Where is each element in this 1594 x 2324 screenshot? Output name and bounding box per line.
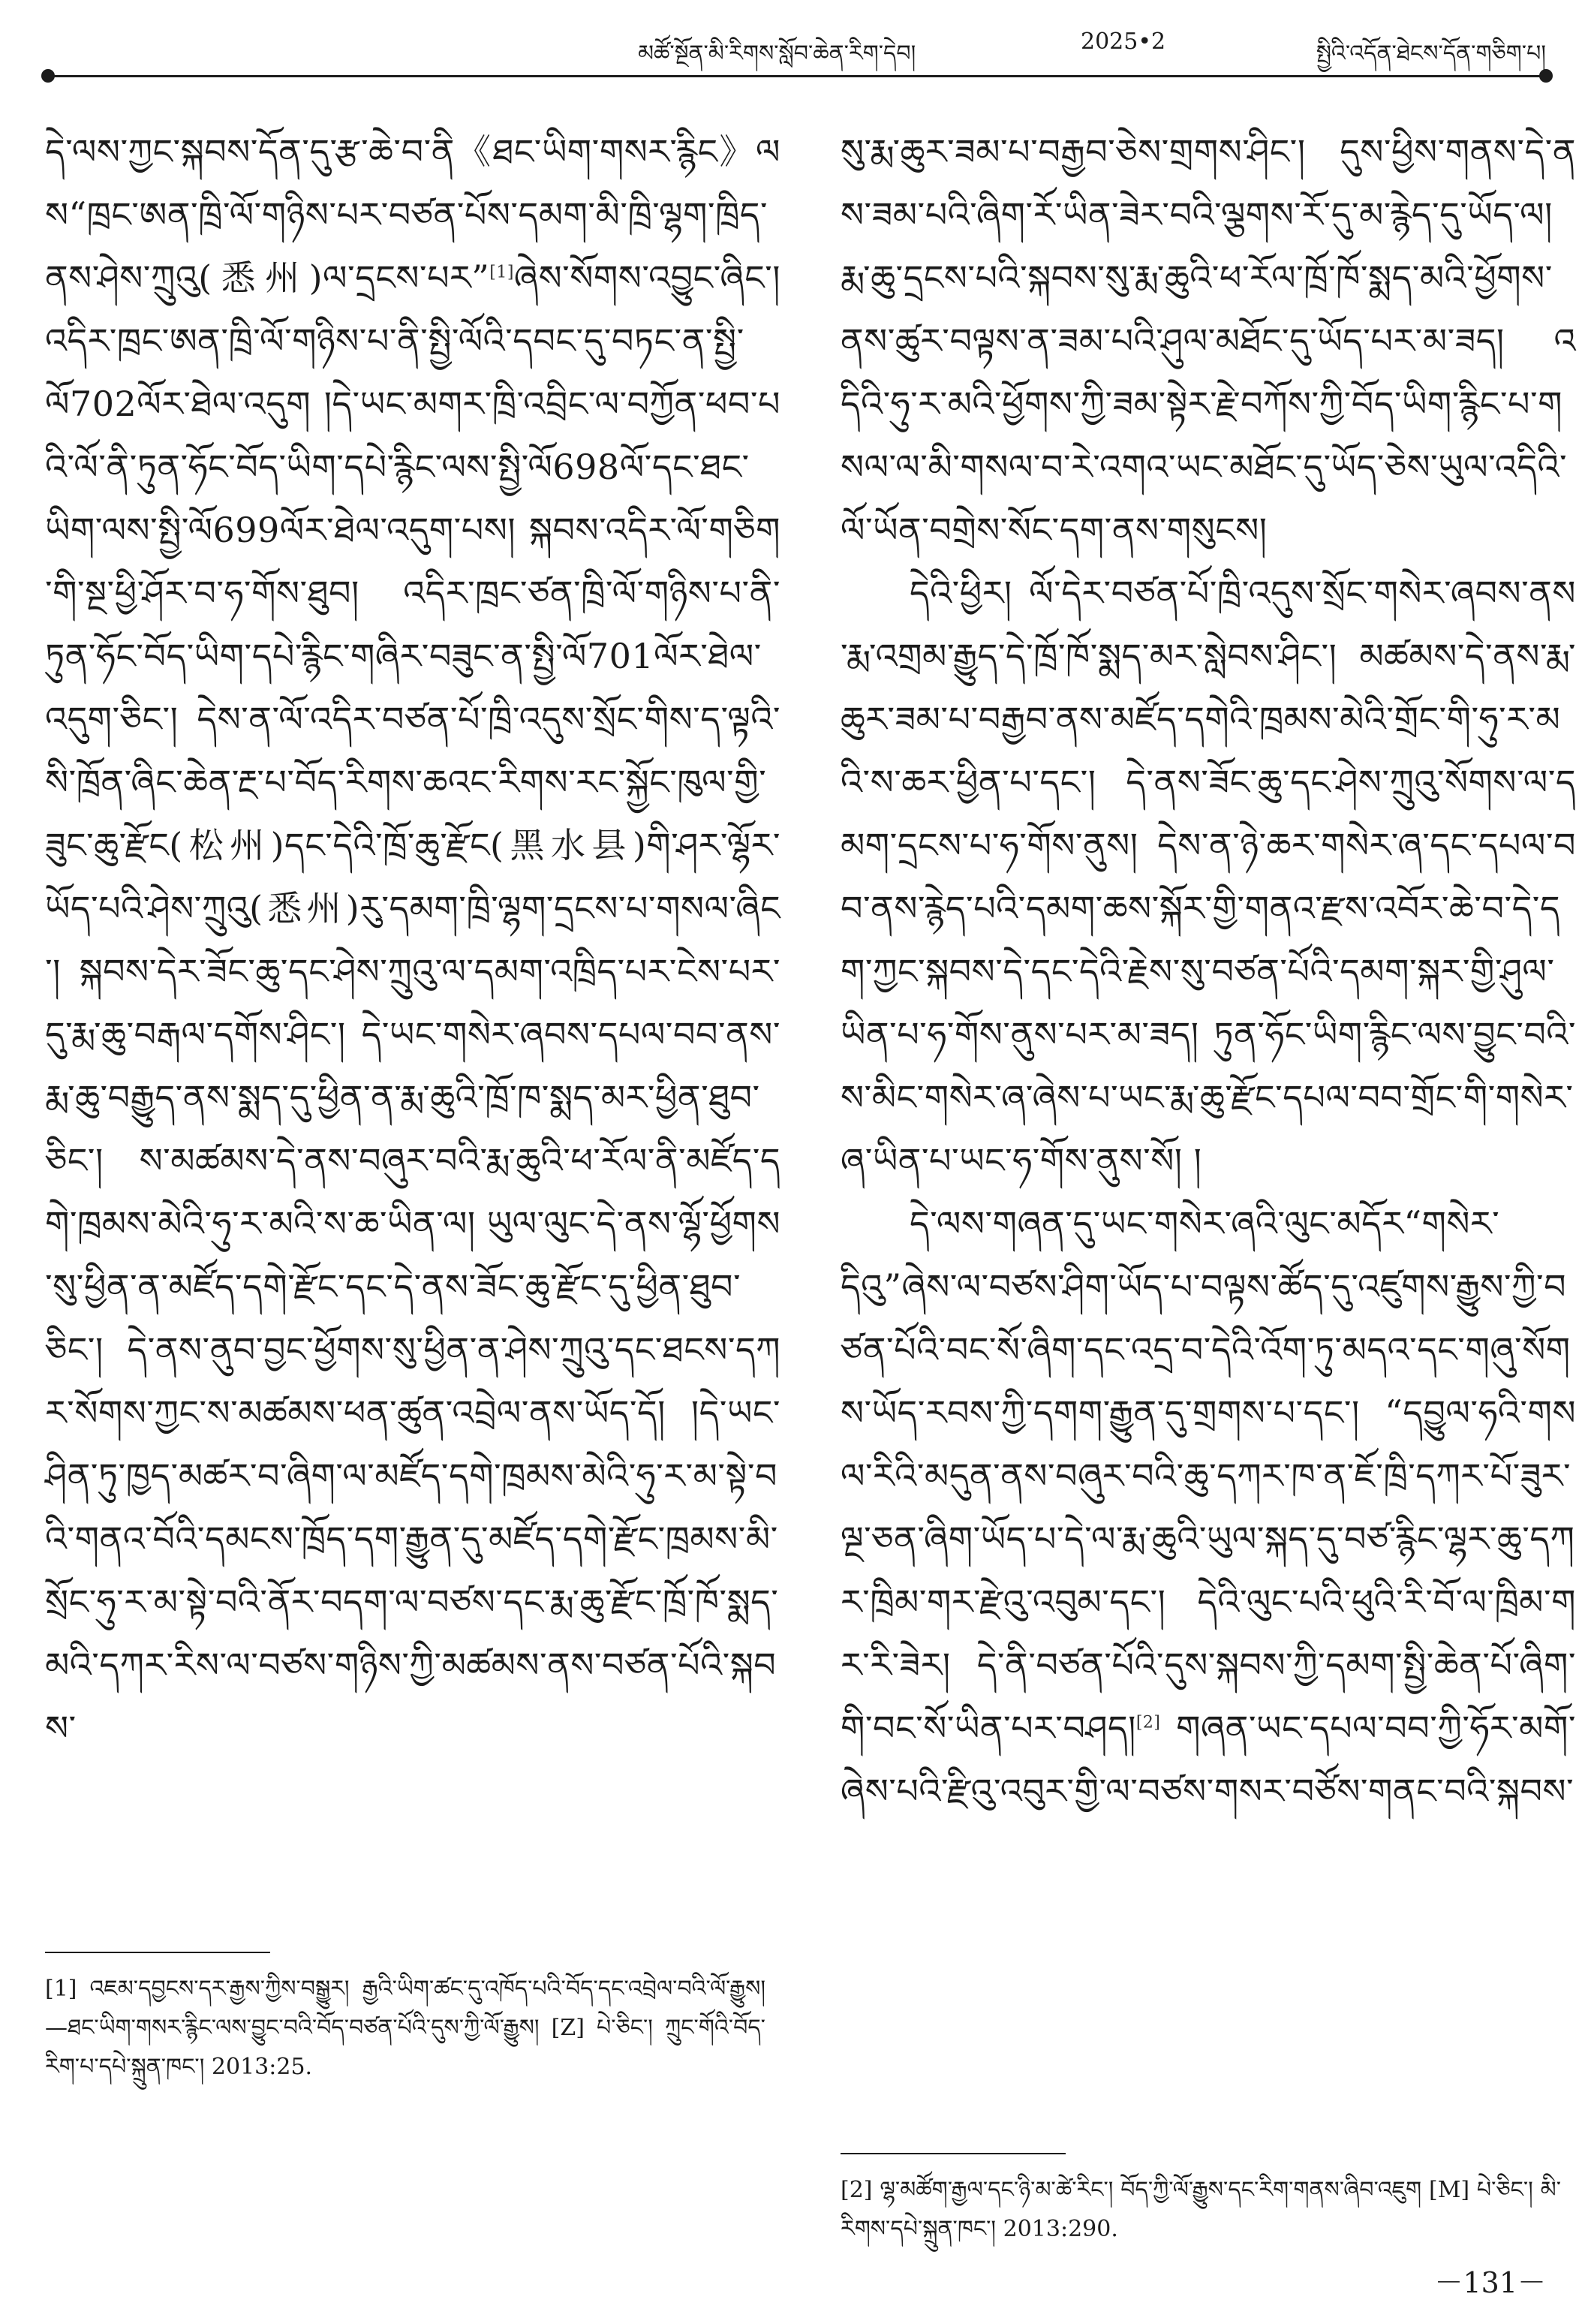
right-paragraph-3-tail: གཞན་ཡང་དཔལ་བབ་ཀྱི་ཧོར་མགོ་ཞེས་པའི་རྫིའུ་འབུར་གྱི་ལ་བཙས་གསར་བཙོས་གནང་བའི་སྐབས་	[841, 1708, 1576, 1811]
left-paragraph-text: དེ་ལས་ཀྱང་སྐབས་དོན་དུ་རྩ་ཆེ་བ་ནི《ཐང་ཡིག་གསར་རྙིང》ལས“ཁྲང་ཨན་ཁྲི་ལོ་གཉིས་པར་བཙན་པོས་དམག་མི་ཁྲི་ལྷག་ཁྲིད་ནས་ཤེས་ཀྲུའུ(悉州)ལ་དྲངས་པར”	[45, 131, 780, 298]
issue-number: 2025•2	[1081, 29, 1166, 55]
right-paragraph-3-text: དེ་ལས་གཞན་དུ་ཡང་གསེར་ཞའི་ལུང་མདོར“གསེར་དིའུ”ཞེས་ལ་བཙས་ཤིག་ཡོད་པ་བལྟས་ཚོད་དུ་འཛུགས་རྒྱུས་ཀྱི་བཙན་པོའི་བང་སོ་ཞིག་དང་འདྲ་བ་དེའི་འོག་ཏུ་མདའ་དང་གཞུ་སོགས་ཡོད་རབས་ཀྱི་དགག་རྒྱུན་དུ་གྲགས་པ་དང་། “དབྱུལ་ཧའི་གསལ་རིའི་མདུན་ནས་བཞུར་བའི་ཆུ་དཀར་ཁ་ན་ཇོ་ཁྲི་དཀར་པོ་ཟུར་ལྔ་ཅན་ཞིག་ཡོད་པ་དེ་ལ་རྨ་ཆུའི་ཡུལ་སྐད་དུ་བཙ་རྙིང་ལྷར་ཆུ་དཀར་ཁྲིམ་གར་རྫེའུ་འབུམ་དང་། དེའི་ལུང་པའི་ཕུའི་རི་བོ་ལ་ཁྲིམ་གར་རི་ཟེར། དེ་ནི་བཙན་པོའི་དུས་སྐབས་ཀྱི་དམག་སྤྱི་ཆེན་པོ་ཞིག་གི་བང་སོ་ཡིན་པར་བཤད།	[841, 1203, 1576, 1748]
page-number: －131－	[1434, 2266, 1546, 2299]
left-paragraph	[45, 120, 780, 1760]
right-paragraph-3	[841, 1192, 1576, 1823]
header-rule-right-dot	[1539, 69, 1553, 83]
footnote-1: [1] འཇམ་དབྱངས་དར་རྒྱས་ཀྱིས་བསྒྱུར། རྒྱའི་ཡིག་ཚང་དུ་འཁོད་པའི་བོད་དང་འབྲེལ་བའི་ལོ་རྒྱུས། —ཐང་ཡིག་གསར་རྙིང་ལས་བྱུང་བའི་བོད་བཙན་པོའི་དུས་ཀྱི་ལོ་རྒྱུས། [Z] པེ་ཅིང་། ཀྲུང་གོའི་བོད་རིག་པ་དཔེ་སྐྲུན་ཁང་། 2013:25.	[45, 1976, 765, 2080]
footnote-rule-right	[841, 2153, 1066, 2154]
header-rule-left-dot	[41, 69, 55, 83]
right-paragraph-2: དེའི་ཕྱིར། ལོ་དེར་བཙན་པོ་ཁྲི་འདུས་སྲོང་གསེར་ཞབས་ནས་རྨ་འགྲམ་རྒྱུད་དེ་ཁྲོ་ཁོ་སྨད་མར་སླེབས་ཤིང་། མཚམས་དེ་ནས་རྨ་ཆུར་ཟམ་པ་བརྒྱབ་ནས་མཛོད་དགེའི་ཁྲམས་མེའི་གྲོང་གི་ཧུ་ར་མའི་ས་ཆར་ཕྱིན་པ་དང་། དེ་ནས་ཟོང་ཆུ་དང་ཤེས་ཀྲུའུ་སོགས་ལ་དམག་དྲངས་པ་ཧ་གོས་ནུས། དེས་ན་ཉེ་ཆར་གསེར་ཞ་དང་དཔལ་བབ་ནས་རྙེད་པའི་དམག་ཆས་སྐོར་གྱི་གནའ་རྫས་འབོར་ཆེ་བ་དེ་དག་ཀྱང་སྐབས་དེ་དང་དེའི་རྗེས་སུ་བཙན་པོའི་དམག་སྐར་གྱི་ཤུལ་ཡིན་པ་ཧ་གོས་ནུས་པར་མ་ཟད། ཏུན་ཧོང་ཡིག་རྙིང་ལས་བྱུང་བའི་ས་མིང་གསེར་ཞ་ཞེས་པ་ཡང་རྨ་ཆུ་རྫོང་དཔལ་བབ་གྲོང་གི་གསེར་ཞ་ཡིན་པ་ཡང་ཧ་གོས་ནུས་སོ། །	[841, 573, 1576, 1181]
left-paragraph-tail: ཞེས་སོགས་འབྱུང་ཞིང་། འདིར་ཁྲང་ཨན་ཁྲི་ལོ་གཉིས་པ་ནི་སྤྱི་ལོའི་དབང་དུ་བཏང་ན་སྤྱི་ལོ702ལོར་ཐེལ་འདུག །དེ་ཡང་མགར་ཁྲི་འབྲིང་ལ་བཀྱོན་ཕབ་པའི་ལོ་ནི་ཏུན་ཧོང་བོད་ཡིག་དཔེ་རྙིང་ལས་སྤྱི་ལོ698ལོ་དང་ཐང་ཡིག་ལས་སྤྱི་ལོ699ལོར་ཐེལ་འདུག་པས། སྐབས་འདིར་ལོ་གཅིག་གི་སྔ་ཕྱི་ཤོར་བ་ཧ་གོས་ཐུབ། འདིར་ཁྲང་ཙན་ཁྲི་ལོ་གཉིས་པ་ནི་ཏུན་ཧོང་བོད་ཡིག་དཔེ་རྙིང་གཞིར་བཟུང་ན་སྤྱི་ལོ701ལོར་ཐེལ་འདུག་ཅིང་། དེས་ན་ལོ་འདིར་བཙན་པོ་ཁྲི་འདུས་སྲོང་གིས་ད་ལྟའི་སི་ཁྲོན་ཞིང་ཆེན་རྔ་པ་བོད་རིགས་ཆའང་རིགས་རང་སྐྱོང་ཁུལ་གྱི་ཟུང་ཆུ་རྫོང(松州)དང་དེའི་ཁྲོ་ཆུ་རྫོང(黑水县)གི་ཤར་ལྷོར་ཡོད་པའི་ཤེས་ཀྲུའུ(悉州)རུ་དམག་ཁྲི་ལྷག་དྲངས་པ་གསལ་ཞིང་། སྐབས་དེར་ཟོང་ཆུ་དང་ཤེས་ཀྲུའུ་ལ་དམག་འཁྲིད་པར་ངེས་པར་དུ་རྨ་ཆུ་བརྒལ་དགོས་ཤིང་། དེ་ཡང་གསེར་ཞབས་དཔལ་བབ་ནས་རྨ་ཆུ་བརྒྱུད་ནས་སྨད་དུ་ཕྱིན་ན་རྨ་ཆུའི་ཁྲོ་ཁ་སྨད་མར་ཕྱིན་ཐུབ་ཅིང་། ས་མཚམས་དེ་ནས་བཞུར་བའི་རྨ་ཆུའི་ཕ་རོལ་ནི་མཛོད་དགེ་ཁྲམས་མེའི་ཧུ་ར་མའི་ས་ཆ་ཡིན་ལ། ཡུལ་ལུང་དེ་ནས་ལྷོ་ཕྱོགས་སུ་ཕྱིན་ན་མཛོད་དགེ་རྫོང་དང་དེ་ནས་ཟོང་ཆུ་རྫོང་དུ་ཕྱིན་ཐུབ་ཅིང་། དེ་ནས་ནུབ་བྱང་ཕྱོགས་སུ་ཕྱིན་ན་ཤེས་ཀྲུའུ་དང་ཐངས་དཀར་སོགས་ཀྱང་ས་མཚམས་ཕན་ཚུན་འབྲེལ་ནས་ཡོད་དོ། །དེ་ཡང་ཤིན་ཏུ་ཁྱད་མཚར་བ་ཞིག་ལ་མཛོད་དགེ་ཁྲམས་མེའི་ཧུ་ར་མ་སྟེ་བའི་གནའ་བོའི་དམངས་ཁྲོད་དག་རྒྱུན་དུ་མཛོད་དགེ་རྫོང་ཁྲམས་མི་སྲོང་ཧུ་ར་མ་སྟེ་བའི་ནོར་བདག་ལ་བཙས་དང་རྨ་ཆུ་རྫོང་ཁྲོ་ཁོ་སྨད་མའི་དཀར་རིས་ལ་བཙས་གཉིས་ཀྱི་མཚམས་ནས་བཙན་པོའི་སྐབས་	[45, 257, 780, 1748]
footnote-ref-2[interactable]: [2]	[1135, 1713, 1161, 1732]
right-column	[841, 120, 1576, 1823]
section-title: སྤྱིའི་འདོན་ཐེངས་དོན་གཅིག་པ།	[1316, 41, 1546, 67]
page-header	[0, 0, 1594, 83]
footnote-rule-left	[45, 1952, 270, 1953]
left-column	[45, 120, 780, 1760]
journal-title: མཚོ་སྔོན་མི་རིགས་སློབ་ཆེན་རིག་དེབ།	[638, 41, 916, 67]
header-rule	[48, 75, 1546, 77]
right-paragraph-1: སུ་རྨ་ཆུར་ཟམ་པ་བརྒྱབ་ཅེས་གྲགས་ཤིང་། དུས་ཕྱིས་གནས་དེ་ནས་ཟམ་པའི་ཞིག་རོ་ཡིན་ཟེར་བའི་ལྕགས་རོ་དུ་མ་རྙེད་དུ་ཡོད་ལ། རྨ་ཆུ་དྲངས་པའི་སྐབས་སུ་རྨ་ཆུའི་ཕ་རོལ་ཁྲོ་ཁོ་སྨད་མའི་ཕྱོགས་ནས་ཚུར་བལྟས་ན་ཟམ་པའི་ཤུལ་མཐོང་དུ་ཡོད་པར་མ་ཟད། འདིའི་ཧུ་ར་མའི་ཕྱོགས་ཀྱི་ཟམ་སྟེར་རྗེ་བཀོས་ཀྱི་བོད་ཡིག་རྙིང་པ་གསལ་ལ་མི་གསལ་བ་རེ་འགའ་ཡང་མཐོང་དུ་ཡོད་ཅེས་ཡུལ་འདིའི་ལོ་ཡོན་བགྲེས་སོང་དག་ནས་གསུངས།	[841, 131, 1576, 550]
footnote-2: [2] ལྷ་མཚོག་རྒྱལ་དང་ཉི་མ་ཚེ་རིང་། བོད་ཀྱི་ལོ་རྒྱུས་དང་རིག་གནས་ཞིབ་འཇུག [M] པེ་ཅིང་། མི་རིགས་དཔེ་སྐྲུན་ཁང་། 2013:290.	[841, 2177, 1561, 2242]
footnote-ref-1[interactable]: [1]	[489, 263, 514, 282]
